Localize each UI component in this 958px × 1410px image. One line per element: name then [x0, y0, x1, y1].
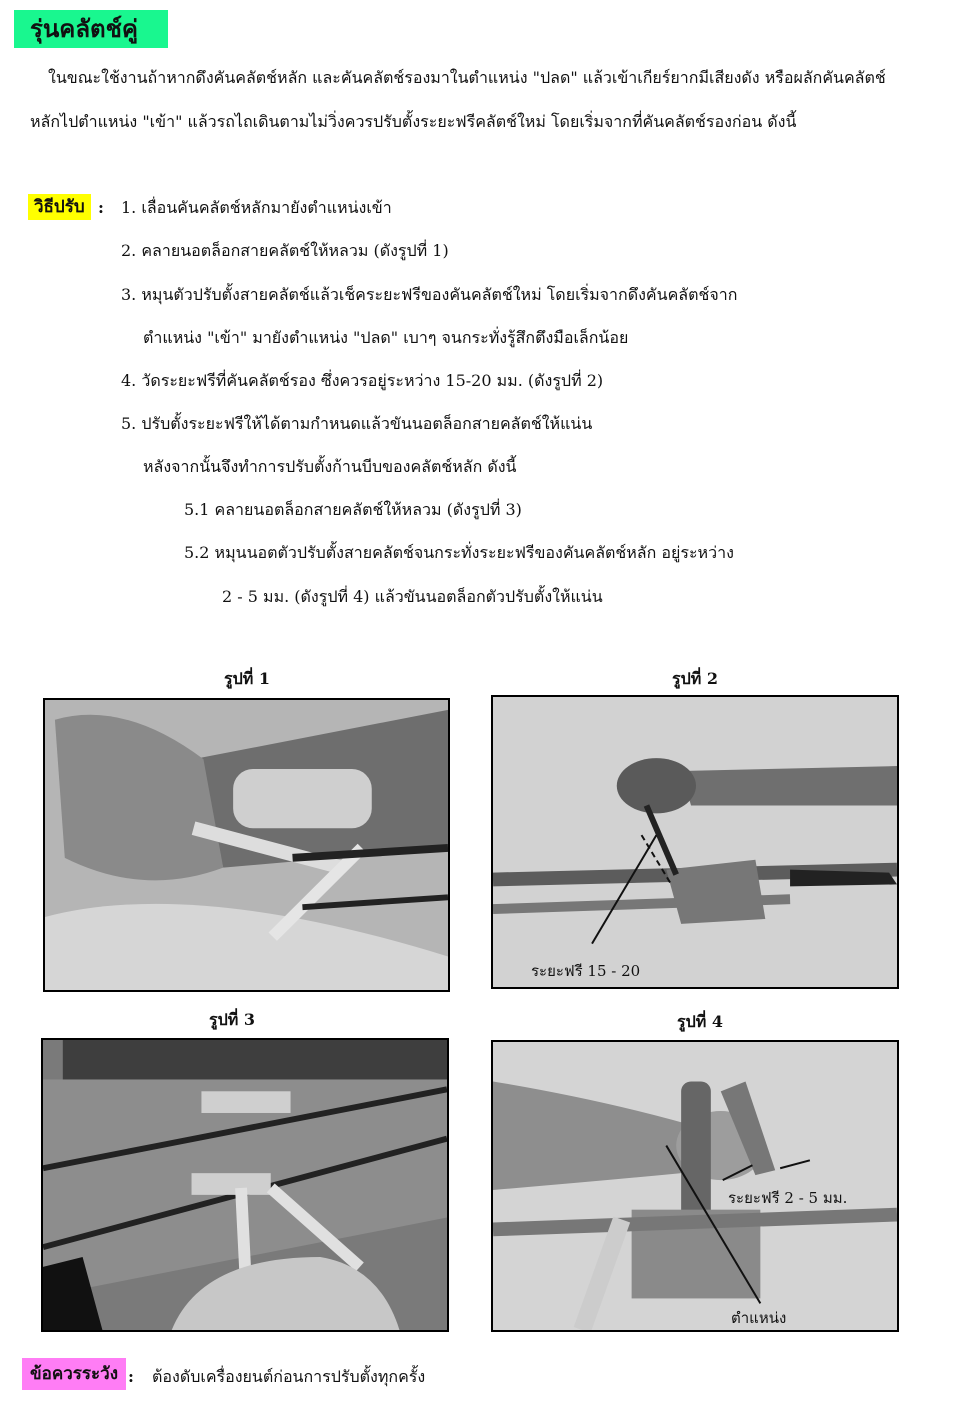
method-label: [28, 193, 91, 220]
warning-text: ต้องดับเครื่องยนต์ก่อนการปรับตั้งทุกครั้ง: [152, 1367, 426, 1386]
intro-line-2: หลักไปตำแหน่ง "เข้า" แล้วรถไถเดินตามไม่วิ่งควรปรับตั้งระยะฟรีคลัตช์ใหม่ โดยเริ่มจากที่คันคลัตช์รองก่อน ดังนี้: [30, 112, 797, 131]
intro-line-1: ในขณะใช้งานถ้าหากดึงคันคลัตช์หลัก และคันคลัตช์รองมาในตำแหน่ง "ปลด" แล้วเข้าเกียร์ยากมีเสียงดัง หรือผลักคันคลัตช์: [48, 68, 886, 87]
step-3: 3. หมุนตัวปรับตั้งสายคลัตช์แล้วเช็คระยะฟรีของคันคลัตช์ใหม่ โดยเริ่มจากดึงคันคลัตช์จาก: [121, 285, 738, 304]
figure-4-label-position: ตำแหน่ง: [731, 1309, 787, 1327]
step-5-2: 5.2 หมุนนอตตัวปรับตั้งสายคลัตช์จนกระทั่งระยะฟรีของคันคลัตช์หลัก อยู่ระหว่าง: [184, 543, 734, 562]
step-5-cont: หลังจากนั้นจึงทำการปรับตั้งก้านบีบของคลัตช์หลัก ดังนี้: [143, 457, 517, 476]
warning-label: [22, 1360, 126, 1387]
figure-4-photo: [491, 1040, 899, 1332]
method-colon: :: [98, 198, 104, 217]
figure-2-photo: [491, 695, 899, 989]
step-5: 5. ปรับตั้งระยะฟรีให้ได้ตามกำหนดแล้วขันนอตล็อกสายคลัตช์ให้แน่น: [121, 414, 593, 433]
step-1: 1. เลื่อนคันคลัตช์หลักมายังตำแหน่งเข้า: [121, 198, 392, 217]
figure-1-photo: [43, 698, 450, 992]
figure-2-label: ระยะฟรี 15 - 20: [531, 962, 641, 980]
step-2: 2. คลายนอตล็อกสายคลัตช์ให้หลวม (ดังรูปที่ 1): [121, 241, 449, 260]
warning-colon: :: [128, 1367, 134, 1386]
figure-1-caption: รูปที่ 1: [224, 669, 270, 688]
figure-4-caption: รูปที่ 4: [677, 1012, 723, 1031]
figure-2-caption: รูปที่ 2: [672, 669, 718, 688]
step-5-2-cont: 2 - 5 มม. (ดังรูปที่ 4) แล้วขันนอตล็อกตัวปรับตั้งให้แน่น: [222, 587, 603, 606]
warning-label-text: ข้อควรระวัง: [22, 1358, 126, 1390]
step-4: 4. วัดระยะฟรีที่คันคลัตช์รอง ซึ่งควรอยู่ระหว่าง 15-20 มม. (ดังรูปที่ 2): [121, 371, 604, 390]
figure-3-photo: [41, 1038, 449, 1332]
method-label-text: วิธีปรับ: [28, 194, 91, 220]
section-title: รุ่นคลัตช์คู่: [14, 10, 168, 48]
figure-3-caption: รูปที่ 3: [209, 1010, 255, 1029]
step-5-1: 5.1 คลายนอตล็อกสายคลัตช์ให้หลวม (ดังรูปที่ 3): [184, 500, 522, 519]
step-3-cont: ตำแหน่ง "เข้า" มายังตำแหน่ง "ปลด" เบาๆ จนกระทั่งรู้สึกตึงมือเล็กน้อย: [143, 328, 629, 347]
figure-4-label: ระยะฟรี 2 - 5 มม.: [728, 1189, 848, 1207]
